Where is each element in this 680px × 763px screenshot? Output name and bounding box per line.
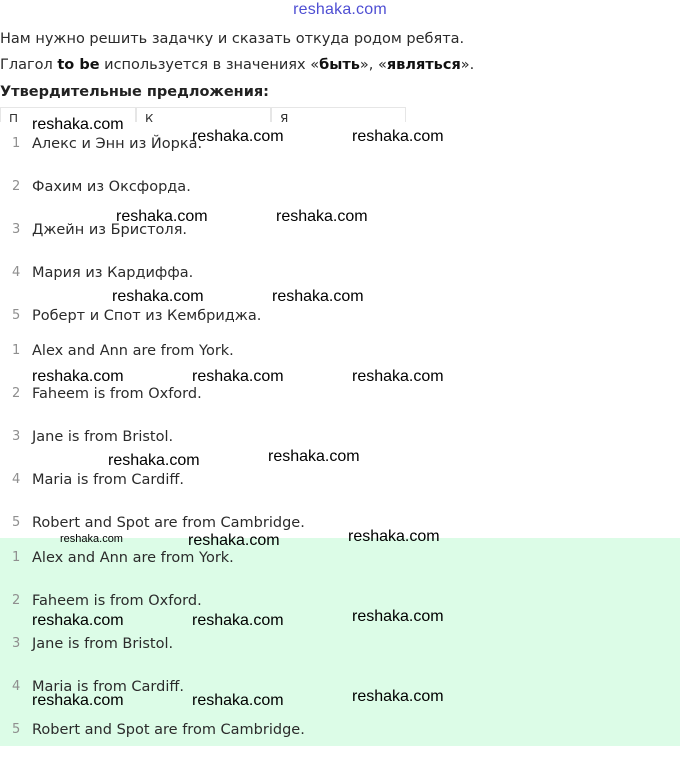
list-item: [0, 634, 680, 677]
item-text: Faheem is from Oxford.: [32, 593, 202, 609]
item-text: Alex and Ann are from York.: [32, 343, 234, 359]
watermark: reshaka.com: [192, 368, 284, 385]
item-number: 3: [12, 429, 21, 444]
watermark: reshaka.com: [60, 533, 123, 545]
item-number: 4: [12, 679, 21, 694]
watermark: reshaka.com: [32, 692, 124, 709]
intro-line-2: [0, 52, 680, 78]
intro-line-1: Нам нужно решить задачку и сказать откуда родом ребята.: [0, 31, 465, 47]
item-text: Мария из Кардиффа.: [32, 265, 194, 281]
watermark: reshaka.com: [32, 368, 124, 385]
item-text: Maria is from Cardiff.: [32, 472, 184, 488]
item-text: Jane is from Bristol.: [32, 636, 174, 652]
watermark: reshaka.com: [348, 528, 440, 545]
item-text: Алекс и Энн из Йорка.: [32, 136, 203, 152]
list-item: [0, 548, 680, 591]
item-number: 2: [12, 179, 21, 194]
item-number: 3: [12, 222, 21, 237]
watermark: reshaka.com: [268, 448, 360, 465]
watermark: reshaka.com: [352, 128, 444, 145]
item-number: 1: [12, 136, 21, 151]
item-text: Faheem is from Oxford.: [32, 386, 202, 402]
item-number: 2: [12, 593, 21, 608]
item-text: Jane is from Bristol.: [32, 429, 174, 445]
item-number: 1: [12, 550, 21, 565]
intro-line-2-sep: », «: [359, 57, 387, 73]
table-cell: П: [0, 108, 136, 122]
watermark: reshaka.com: [276, 208, 368, 225]
intro-line-2-suffix: ».: [460, 57, 475, 73]
table-cell: К: [136, 108, 271, 122]
answer-sentence-list: [0, 548, 680, 763]
item-text: Maria is from Cardiff.: [32, 679, 184, 695]
item-number: 5: [12, 308, 21, 323]
item-text: Роберт и Спот из Кембриджа.: [32, 308, 262, 324]
intro-term-to-be: to be: [57, 57, 100, 73]
list-item: [0, 720, 680, 763]
item-text: Robert and Spot are from Cambridge.: [32, 722, 305, 738]
watermark: reshaka.com: [32, 612, 124, 629]
item-number: 4: [12, 265, 21, 280]
watermark: reshaka.com: [352, 688, 444, 705]
watermark: reshaka.com: [112, 288, 204, 305]
item-number: 5: [12, 722, 21, 737]
list-item: [0, 220, 680, 263]
watermark: reshaka.com: [192, 128, 284, 145]
intro-term-byt: быть: [319, 57, 360, 73]
item-number: 2: [12, 386, 21, 401]
intro-term-yavlyatsya: являться: [386, 57, 461, 73]
list-item: [0, 384, 680, 427]
item-number: 3: [12, 636, 21, 651]
site-watermark: reshaka.com: [293, 1, 387, 18]
item-text: Джейн из Бристоля.: [32, 222, 188, 238]
watermark: reshaka.com: [188, 532, 280, 549]
watermark: reshaka.com: [116, 208, 208, 225]
russian-sentence-list: [0, 134, 680, 349]
watermark: reshaka.com: [272, 288, 364, 305]
intro-line-2-prefix: Глагол: [0, 57, 58, 73]
item-text: Фахим из Оксфорда.: [32, 179, 191, 195]
intro-line-2-middle: используется в значениях «: [99, 57, 320, 73]
watermark: reshaka.com: [352, 608, 444, 625]
watermark: reshaka.com: [32, 116, 124, 133]
table-cell: Я: [271, 108, 406, 122]
item-text: Robert and Spot are from Cambridge.: [32, 515, 305, 531]
item-number: 5: [12, 515, 21, 530]
item-number: 4: [12, 472, 21, 487]
section-heading: Утвердительные предложения:: [0, 84, 269, 100]
list-item: [0, 134, 680, 177]
watermark: reshaka.com: [192, 692, 284, 709]
item-number: 1: [12, 343, 21, 358]
watermark: reshaka.com: [108, 452, 200, 469]
list-item: [0, 470, 680, 513]
intro-text: [0, 26, 680, 78]
watermark: reshaka.com: [192, 612, 284, 629]
watermark: reshaka.com: [352, 368, 444, 385]
item-text: Alex and Ann are from York.: [32, 550, 234, 566]
